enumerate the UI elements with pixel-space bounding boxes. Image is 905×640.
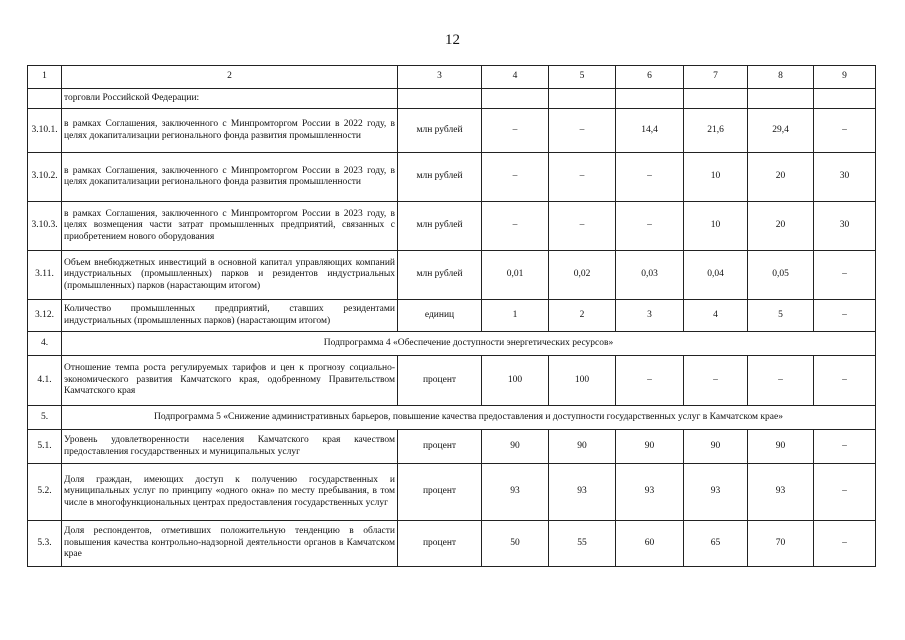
row-number	[28, 89, 62, 109]
value-cell: 0,03	[616, 251, 684, 300]
row-number: 5.3.	[28, 521, 62, 567]
header-cell: 1	[28, 66, 62, 89]
header-row	[28, 66, 876, 89]
value-cell: 0,02	[549, 251, 616, 300]
value-cell: 20	[748, 202, 814, 251]
value-cell: –	[549, 202, 616, 251]
value-cell: 0,05	[748, 251, 814, 300]
value-cell: –	[684, 356, 748, 406]
value-cell: 21,6	[684, 109, 748, 153]
unit-cell: процент	[398, 356, 482, 406]
unit-cell: млн рублей	[398, 251, 482, 300]
value-cell: 93	[482, 464, 549, 521]
value-cell: 90	[748, 430, 814, 464]
value-cell: 10	[684, 202, 748, 251]
indicator-description: торговли Российской Федерации:	[62, 89, 398, 109]
value-cell: –	[748, 356, 814, 406]
unit-cell: процент	[398, 521, 482, 567]
value-cell: 93	[748, 464, 814, 521]
row-number: 5.1.	[28, 430, 62, 464]
value-cell: –	[482, 202, 549, 251]
value-cell: 100	[549, 356, 616, 406]
value-cell: –	[814, 251, 876, 300]
indicator-description: в рамках Соглашения, заключенного с Минпромторгом России в 2023 году, в целях возмещения части затрат промышленных предприятий, связанных с приобретением нового оборудования	[62, 202, 398, 251]
value-cell: –	[814, 521, 876, 567]
value-cell: –	[482, 109, 549, 153]
page-number: 12	[445, 32, 460, 48]
indicator-description: Отношение темпа роста регулируемых тарифов и цен к прогнозу социально-экономического развития Камчатского края, одобренному Правительством Камчатского края	[62, 356, 398, 406]
value-cell: 5	[748, 300, 814, 332]
value-cell: –	[616, 356, 684, 406]
table-row	[28, 109, 876, 153]
value-cell: 4	[684, 300, 748, 332]
value-cell	[684, 89, 748, 109]
value-cell: 14,4	[616, 109, 684, 153]
value-cell: 65	[684, 521, 748, 567]
header-cell: 4	[482, 66, 549, 89]
value-cell: 29,4	[748, 109, 814, 153]
table-row	[28, 521, 876, 567]
row-number: 4.	[28, 332, 62, 356]
value-cell: 60	[616, 521, 684, 567]
value-cell: 93	[684, 464, 748, 521]
value-cell: –	[814, 464, 876, 521]
table-row	[28, 300, 876, 332]
row-number: 4.1.	[28, 356, 62, 406]
indicators-table	[27, 65, 876, 567]
value-cell	[814, 89, 876, 109]
value-cell	[748, 89, 814, 109]
unit-cell: млн рублей	[398, 202, 482, 251]
table-row	[28, 464, 876, 521]
subprogram-row	[28, 406, 876, 430]
header-cell: 5	[549, 66, 616, 89]
value-cell: 93	[616, 464, 684, 521]
indicator-description: Объем внебюджетных инвестиций в основной капитал управляющих компаний индустриальных (промышленных) парков и резидентов индустриальных (промышленных) парков (нарастающим итогом)	[62, 251, 398, 300]
value-cell: 70	[748, 521, 814, 567]
row-number: 3.10.2.	[28, 153, 62, 202]
value-cell: –	[814, 300, 876, 332]
value-cell: –	[549, 109, 616, 153]
header-cell: 3	[398, 66, 482, 89]
value-cell	[616, 89, 684, 109]
table-row	[28, 356, 876, 406]
value-cell: –	[814, 109, 876, 153]
value-cell: 90	[549, 430, 616, 464]
unit-cell: единиц	[398, 300, 482, 332]
value-cell	[549, 89, 616, 109]
row-number: 5.	[28, 406, 62, 430]
subprogram-row	[28, 332, 876, 356]
value-cell: –	[482, 153, 549, 202]
value-cell: –	[616, 153, 684, 202]
unit-cell: млн рублей	[398, 153, 482, 202]
value-cell: 20	[748, 153, 814, 202]
table-row	[28, 89, 876, 109]
header-cell: 8	[748, 66, 814, 89]
indicator-description: в рамках Соглашения, заключенного с Минпромторгом России в 2022 году, в целях докапитализации регионального фонда развития промышленности	[62, 109, 398, 153]
table-row	[28, 251, 876, 300]
row-number: 3.10.1.	[28, 109, 62, 153]
indicator-description: в рамках Соглашения, заключенного с Минпромторгом России в 2023 году, в целях докапитализации регионального фонда развития промышленности	[62, 153, 398, 202]
table-row	[28, 153, 876, 202]
value-cell: 3	[616, 300, 684, 332]
value-cell: –	[616, 202, 684, 251]
header-cell: 7	[684, 66, 748, 89]
value-cell: 93	[549, 464, 616, 521]
value-cell: 55	[549, 521, 616, 567]
table-row	[28, 202, 876, 251]
value-cell: –	[549, 153, 616, 202]
value-cell: 10	[684, 153, 748, 202]
value-cell: 50	[482, 521, 549, 567]
subprogram-title: Подпрограмма 5 «Снижение административных барьеров, повышение качества предоставления и доступности государственных услуг в Камчатском крае»	[62, 406, 876, 430]
value-cell: 2	[549, 300, 616, 332]
value-cell: 100	[482, 356, 549, 406]
row-number: 3.10.3.	[28, 202, 62, 251]
value-cell: –	[814, 430, 876, 464]
subprogram-title: Подпрограмма 4 «Обеспечение доступности энергетических ресурсов»	[62, 332, 876, 356]
row-number: 3.11.	[28, 251, 62, 300]
value-cell: 90	[482, 430, 549, 464]
table-body	[28, 66, 876, 567]
indicator-description: Количество промышленных предприятий, ставших резидентами индустриальных (промышленных парков) (нарастающим итогом)	[62, 300, 398, 332]
value-cell: 1	[482, 300, 549, 332]
value-cell: 0,01	[482, 251, 549, 300]
indicator-description: Доля респондентов, отметивших положительную тенденцию в области повышения качества контрольно-надзорной деятельности органов в Камчатском крае	[62, 521, 398, 567]
indicator-description: Доля граждан, имеющих доступ к получению государственных и муниципальных услуг по принципу «одного окна» по месту пребывания, в том числе в многофункциональных центрах предоставления государственных услуг	[62, 464, 398, 521]
header-cell: 9	[814, 66, 876, 89]
value-cell: –	[814, 356, 876, 406]
row-number: 5.2.	[28, 464, 62, 521]
header-cell: 2	[62, 66, 398, 89]
value-cell: 30	[814, 153, 876, 202]
indicator-description: Уровень удовлетворенности населения Камчатского края качеством предоставления государственных и муниципальных услуг	[62, 430, 398, 464]
value-cell: 90	[616, 430, 684, 464]
row-number: 3.12.	[28, 300, 62, 332]
unit-cell: процент	[398, 430, 482, 464]
value-cell: 30	[814, 202, 876, 251]
unit-cell	[398, 89, 482, 109]
value-cell	[482, 89, 549, 109]
unit-cell: млн рублей	[398, 109, 482, 153]
table-row	[28, 430, 876, 464]
unit-cell: процент	[398, 464, 482, 521]
value-cell: 0,04	[684, 251, 748, 300]
value-cell: 90	[684, 430, 748, 464]
header-cell: 6	[616, 66, 684, 89]
